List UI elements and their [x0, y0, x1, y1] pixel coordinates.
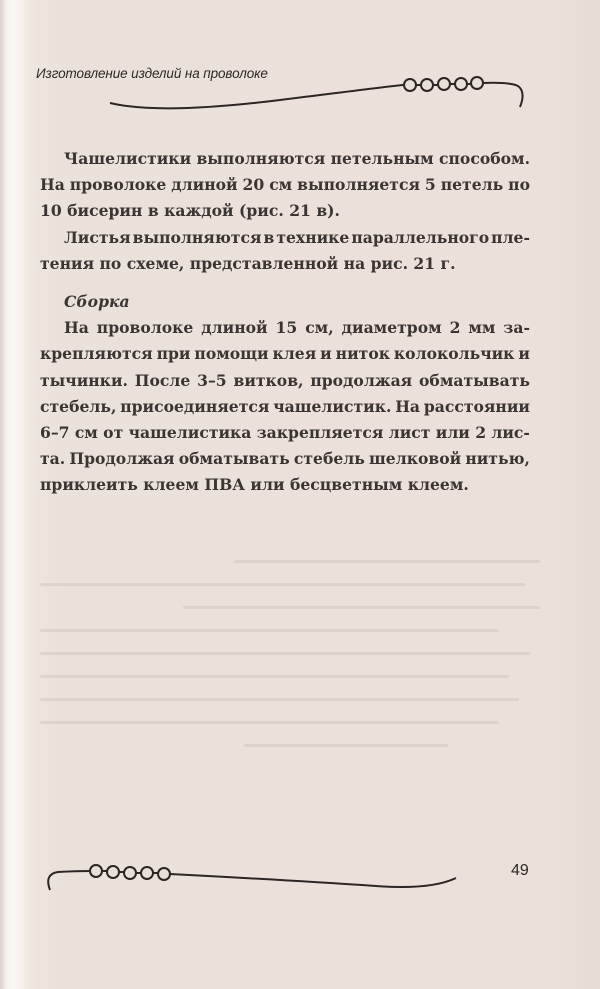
text-line: та. Продолжая обматывать стебель шелковой нитью, — [40, 449, 530, 469]
text-line: 10 бисерин в каждой (рис. 21 в). — [40, 201, 340, 221]
text-line: тения по схеме, представленной на рис. 21 г. — [40, 253, 456, 273]
text-line: крепляются при помощи клея и ниток колокольчик и — [40, 344, 530, 364]
paragraph-2 — [40, 225, 530, 277]
beaded-wire-ornament-top-icon — [100, 70, 540, 120]
paragraph-3 — [40, 315, 530, 498]
text-line: На проволоке длиной 20 см выполняется 5 петель по — [40, 175, 530, 195]
paragraph-1 — [40, 146, 530, 225]
running-head-title: Изготовление изделий на проволоке — [36, 66, 268, 81]
section-heading: Сборка — [64, 292, 130, 312]
text-line: На проволоке длиной 15 см, диаметром 2 мм за- — [64, 318, 530, 338]
beaded-wire-ornament-bottom-icon — [36, 848, 476, 898]
reverse-page-bleed-through — [40, 560, 550, 820]
body-text — [40, 146, 530, 499]
text-line: Чашелистики выполняются петельным способом. — [64, 149, 530, 168]
text-line: Листья выполняются в технике параллельного пле- — [64, 227, 530, 247]
page-number: 49 — [511, 862, 529, 879]
text-line: приклеить клеем ПВА или бесцветным клеем. — [40, 475, 469, 495]
text-line: 6–7 см от чашелистика закрепляется лист или 2 лис- — [40, 423, 530, 443]
text-line: тычинки. После 3–5 витков, продолжая обматывать — [40, 370, 530, 390]
text-line: стебель, присоединяется чашелистик. На расстоянии — [40, 396, 530, 416]
